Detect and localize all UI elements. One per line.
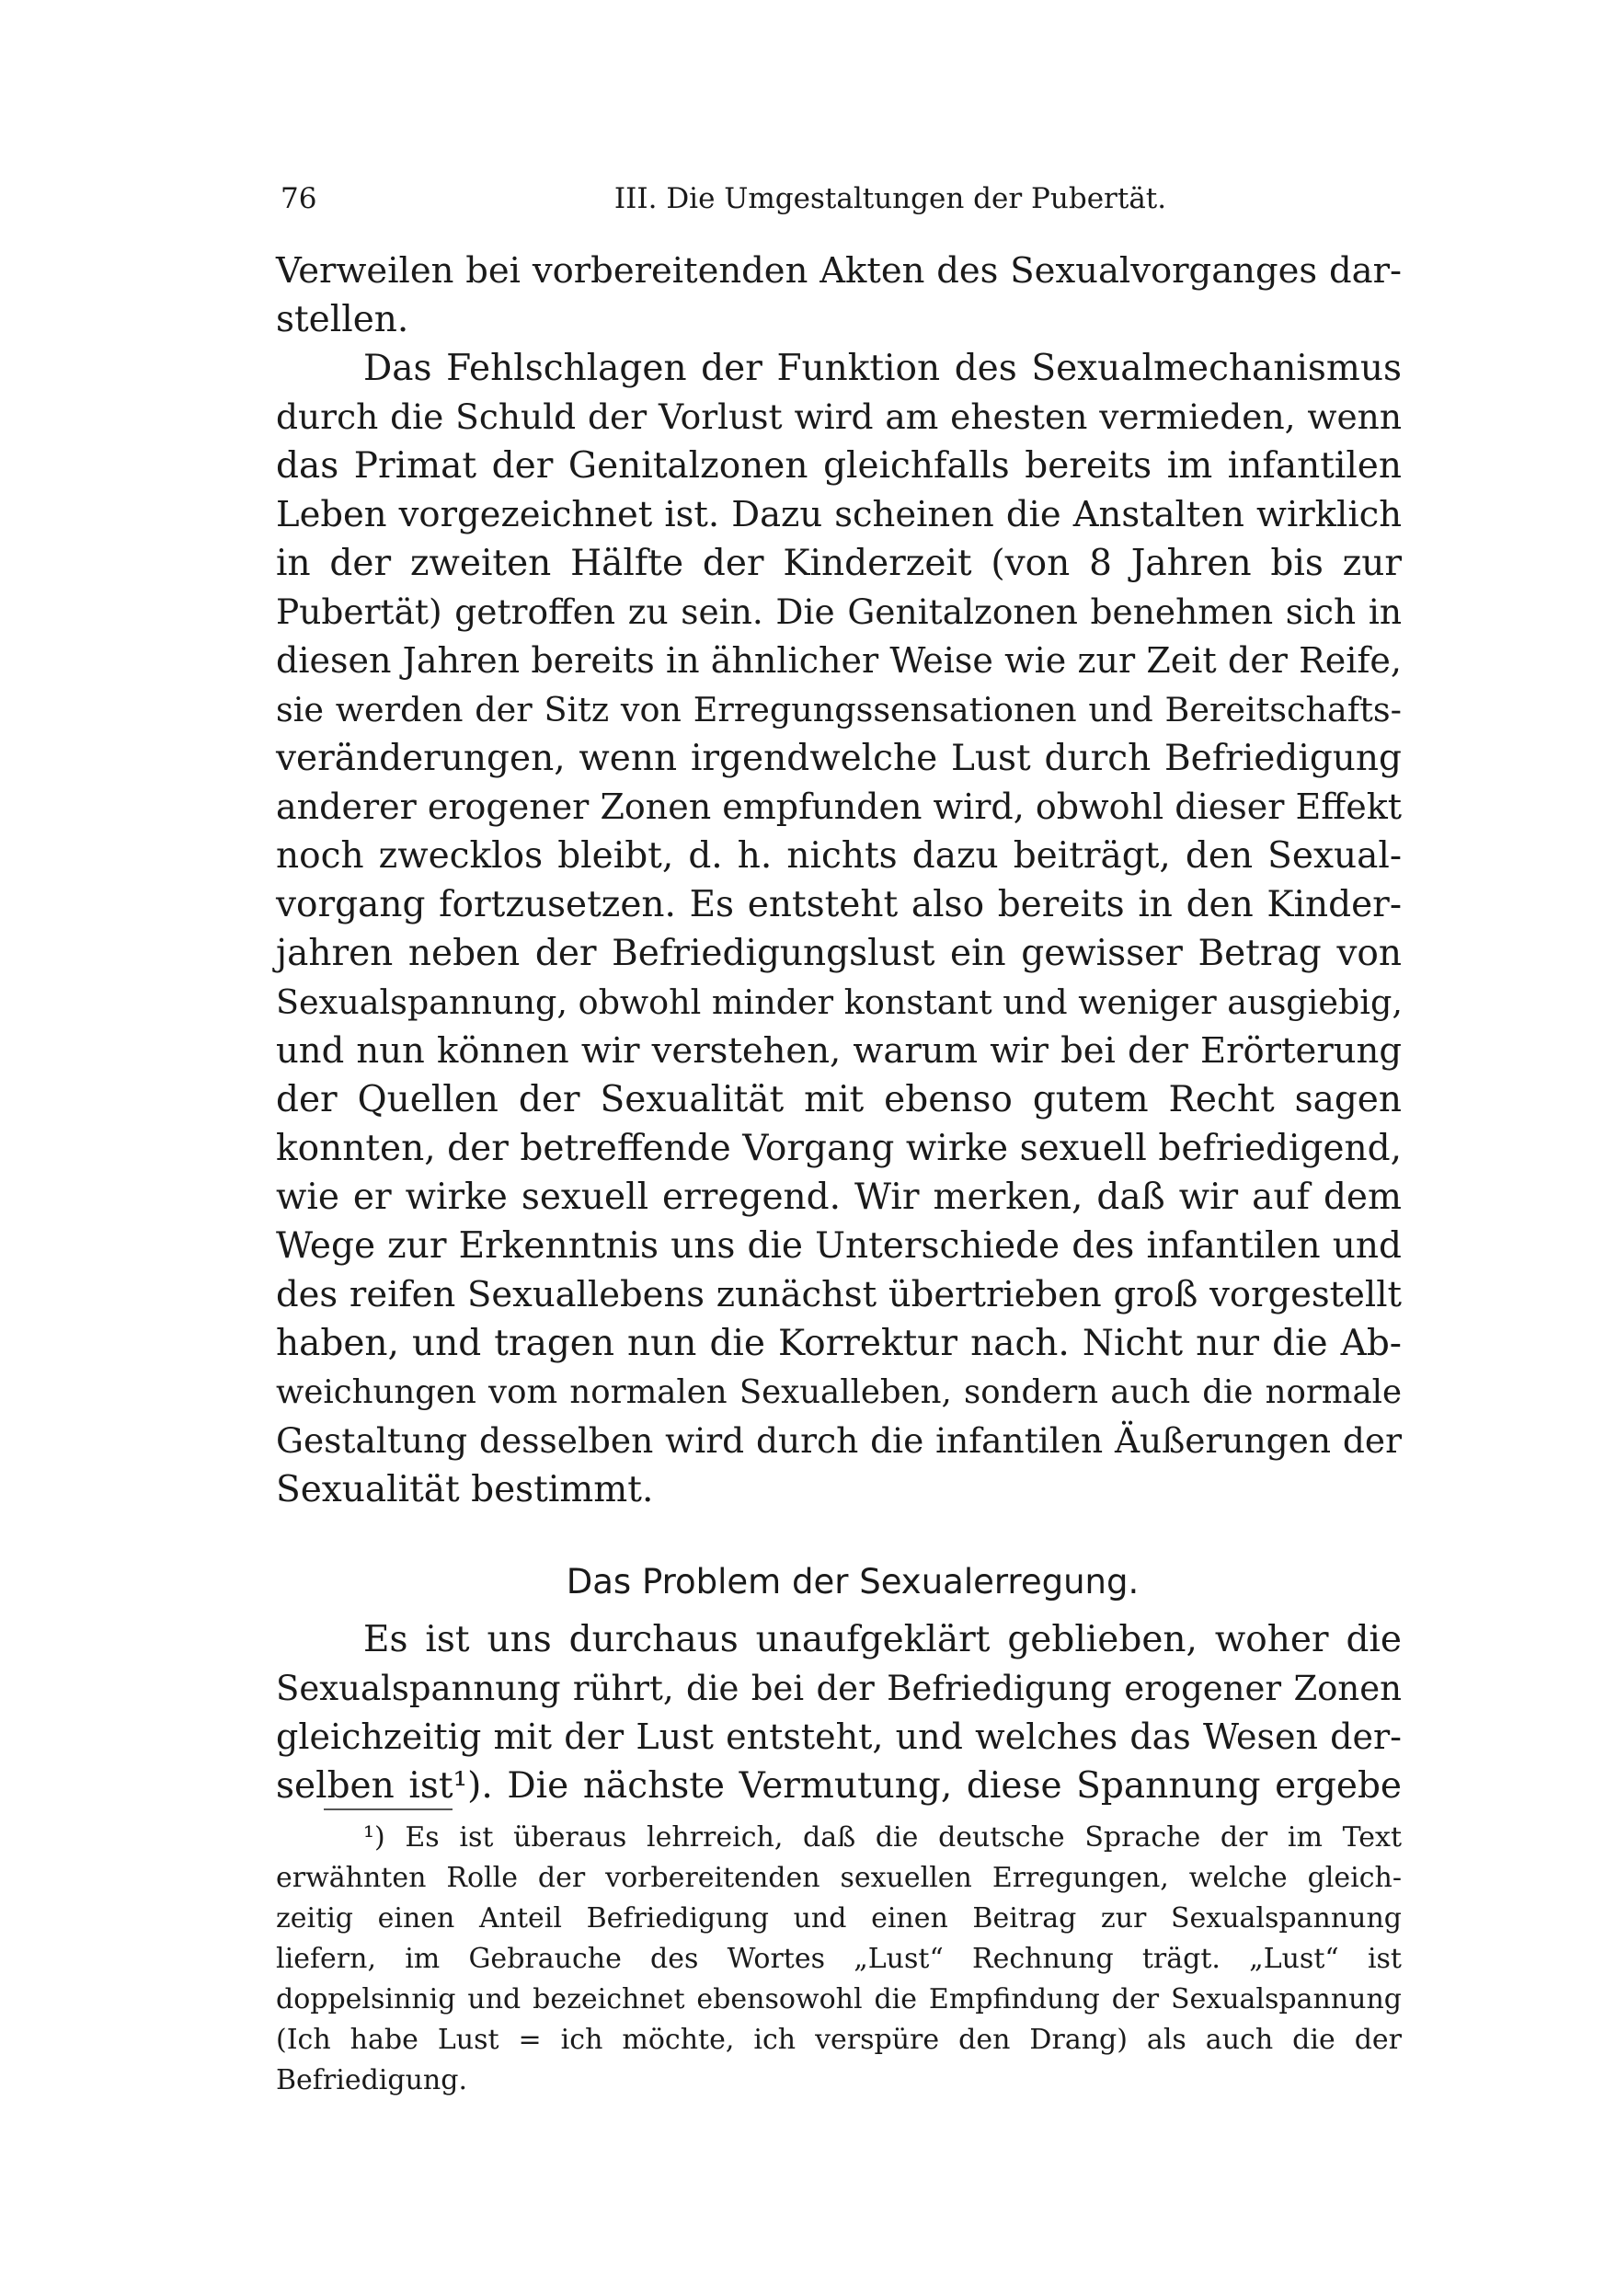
text-line: Sexualspannung rührt, die bei der Befriedigung erogener Zonen [276,1669,1402,1708]
text-line: jahren neben der Befriedigungslust ein gewisser Betrag von [276,933,1402,974]
text-line: Verweilen bei vorbereitenden Akten des Sexualvorganges dar- [276,250,1402,292]
text-line: anderer erogener Zonen empfunden wird, obwohl dieser Effekt [276,786,1402,827]
text-line: Wege zur Erkenntnis uns die Unterschiede des infantilen und [276,1225,1402,1267]
text-line: stellen. [276,299,409,340]
text-line: veränderungen, wenn irgendwelche Lust durch Befriedigung [276,738,1402,779]
page-number: 76 [281,182,317,215]
text-line: des reifen Sexuallebens zunächst übertrieben groß vorgestellt [276,1274,1402,1315]
text-line: Pubertät) getroffen zu sein. Die Genitalzonen benehmen sich in [276,591,1402,632]
text-line: wie er wirke sexuell erregend. Wir merken, daß wir auf dem [276,1177,1402,1218]
footnote-line: doppelsinnig und bezeichnet ebensowohl die Empfindung der Sexualspannung [276,1983,1402,2015]
text-line: Sexualität bestimmt. [276,1469,654,1510]
text-line: Das Fehlschlagen der Funktion des Sexualmechanismus [363,348,1402,389]
text-line: in der zweiten Hälfte der Kinderzeit (von 8 Jahren bis zur [276,543,1402,584]
running-title: III. Die Umgestaltungen der Pubertät. [613,182,1167,215]
text-line: Sexualspannung, obwohl minder konstant und weniger ausgiebig, [276,982,1403,1022]
text-line: Leben vorgezeichnet ist. Dazu scheinen die Anstalten wirklich [276,494,1402,535]
text-line: das Primat der Genitalzonen gleichfalls bereits im infantilen [276,445,1402,487]
text-line: konnten, der betreffende Vorgang wirke sexuell befriedigend, [276,1128,1402,1169]
text-line: sie werden der Sitz von Erregungssensationen und Bereitschafts- [276,690,1402,729]
text-line: Es ist uns durchaus unaufgeklärt geblieben, woher die [363,1619,1402,1660]
section-heading: Das Problem der Sexualerregung. [566,1562,1140,1601]
text-line: und nun können wir verstehen, warum wir bei der Erörterung [276,1030,1402,1072]
text-line: selben ist¹). Die nächste Vermutung, diese Spannung ergebe [276,1765,1402,1807]
text-line: weichungen vom normalen Sexualleben, sondern auch die normale [276,1373,1402,1411]
text-line: durch die Schuld der Vorlust wird am ehesten vermieden, wenn [276,396,1402,437]
footnote-line: ¹) Es ist überaus lehrreich, daß die deutsche Sprache der im Text [363,1821,1402,1854]
footnote-line: (Ich habe Lust = ich möchte, ich verspüre den Drang) als auch die der [276,2024,1402,2056]
section-text [276,1615,1402,1810]
text-line: haben, und tragen nun die Korrektur nach. Nicht nur die Ab- [276,1323,1402,1364]
footnote-line: erwähnten Rolle der vorbereitenden sexuellen Erregungen, welche gleich- [276,1862,1402,1894]
footnote-line: liefern, im Gebrauche des Wortes „Lust“ Rechnung trägt. „Lust“ ist [276,1943,1402,1975]
footnote-line: Befriedigung. [276,2064,467,2096]
footnote-line: zeitig einen Anteil Befriedigung und einen Beitrag zur Sexualspannung [276,1902,1402,1934]
text-line: gleichzeitig mit der Lust entsteht, und welches das Wesen der- [276,1716,1402,1757]
page-header [276,177,1404,221]
body-text [276,247,1402,1514]
text-line: Gestaltung desselben wird durch die infantilen Äußerungen der [276,1420,1402,1461]
text-line: vorgang fortzusetzen. Es entsteht also bereits in den Kinder- [276,884,1402,925]
footnote-rule [324,1808,453,1810]
text-line: der Quellen der Sexualität mit ebenso gutem Recht sagen [276,1079,1402,1120]
footnote [276,1818,1402,2101]
text-line: diesen Jahren bereits in ähnlicher Weise wie zur Zeit der Reife, [276,640,1402,681]
text-line: noch zwecklos bleibt, d. h. nichts dazu beiträgt, den Sexual- [276,835,1402,877]
